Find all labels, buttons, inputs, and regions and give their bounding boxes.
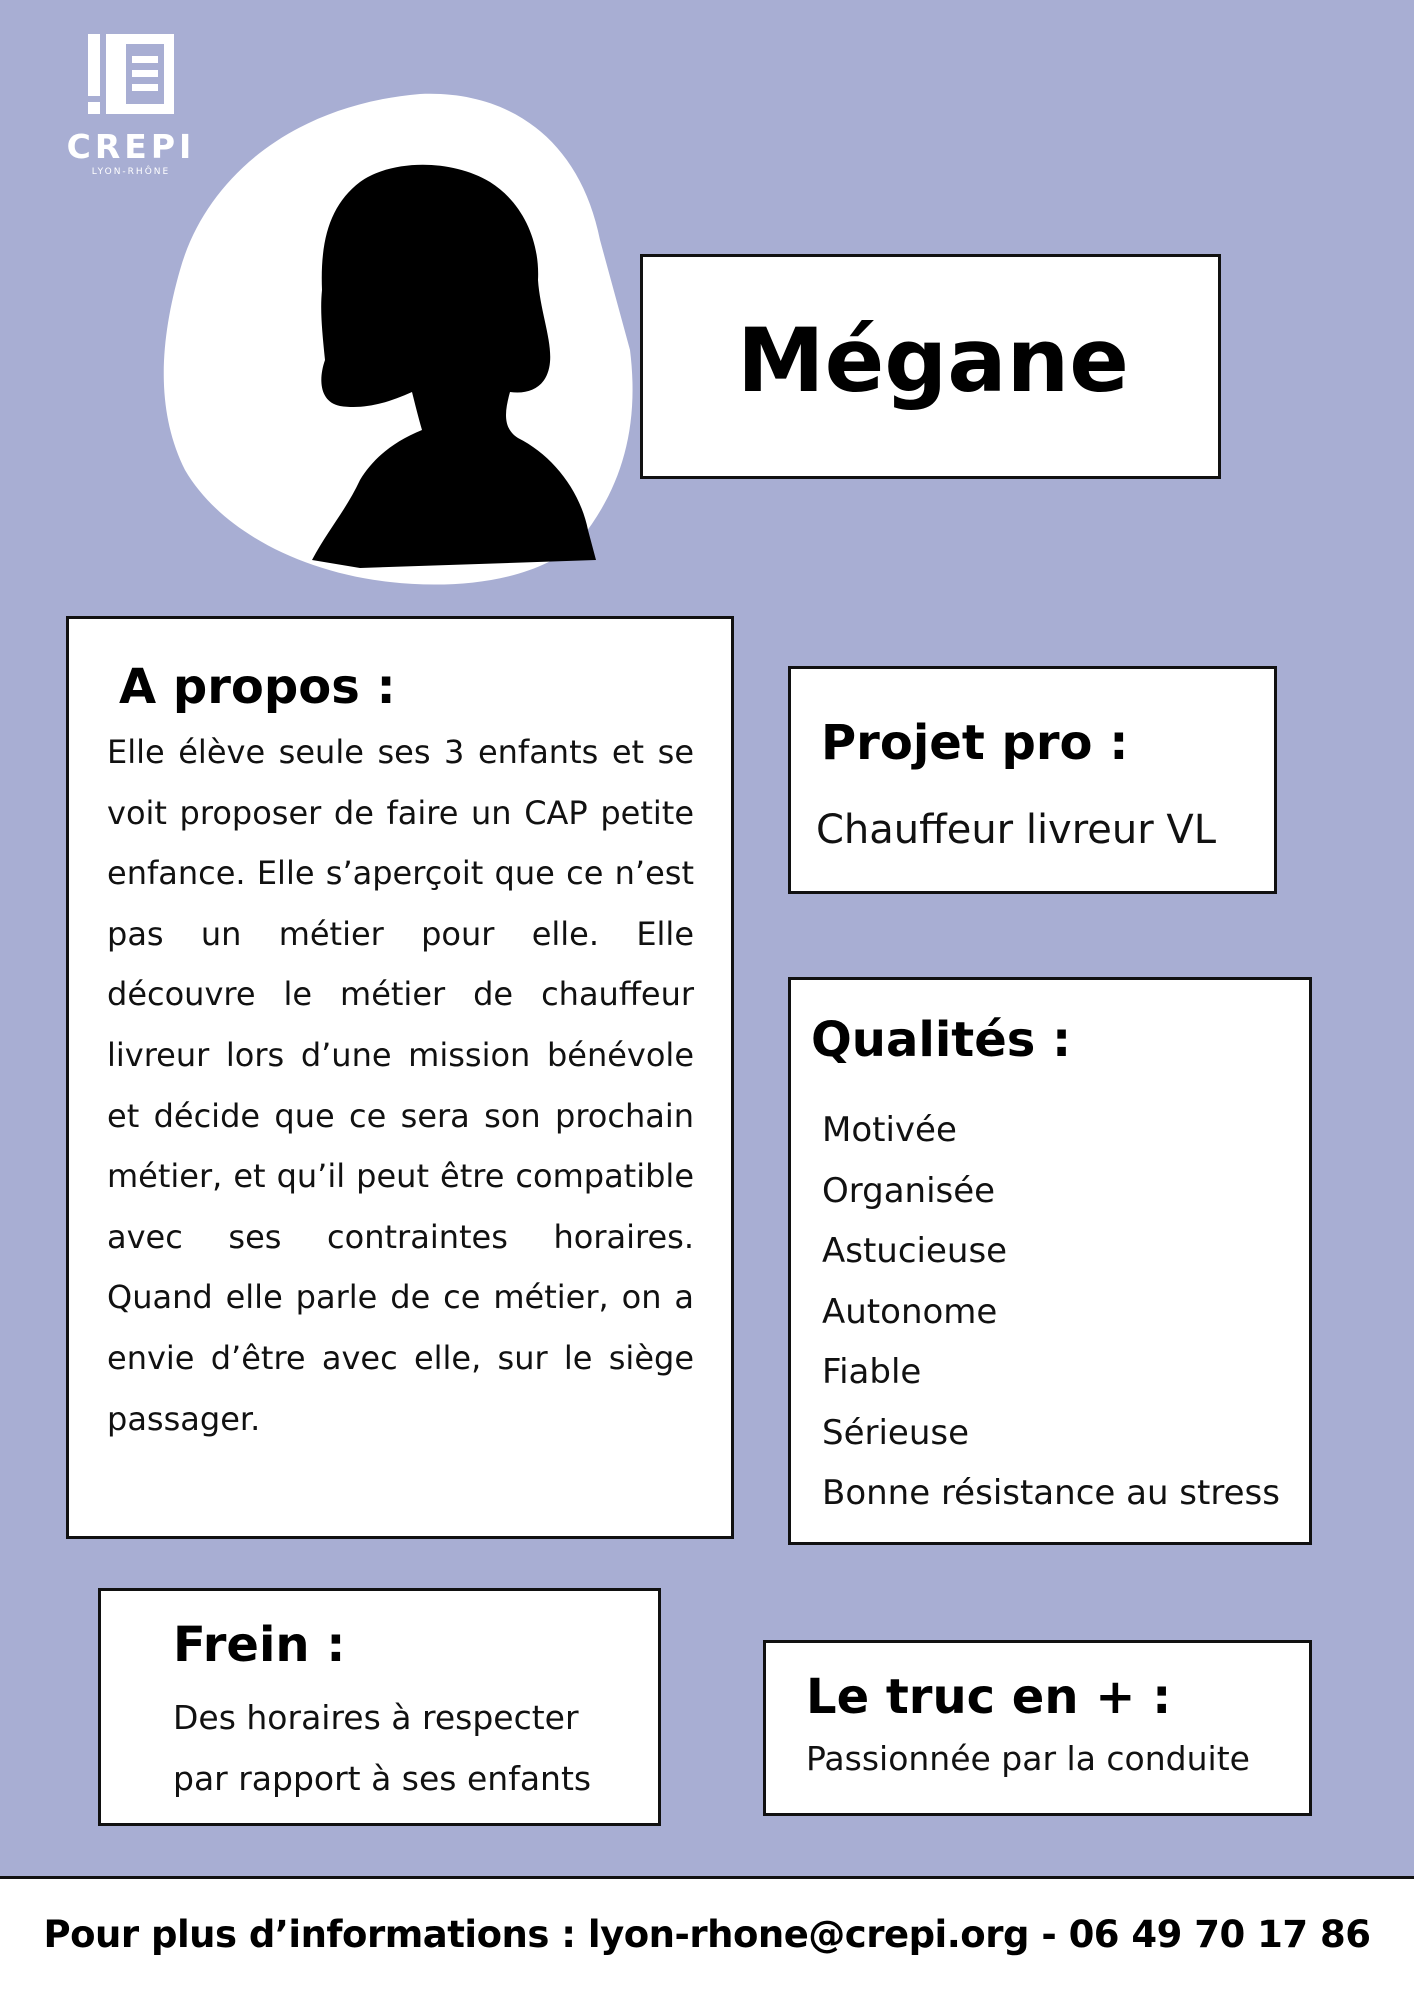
plus-card: [763, 1640, 1312, 1816]
about-card: [66, 616, 734, 1539]
frein-text: [173, 1687, 591, 1809]
footer-contact: Pour plus d’informations : lyon-rhone@crepi.org - 06 49 70 17 86: [43, 1913, 1371, 1956]
quality-item: Astucieuse: [822, 1231, 1008, 1271]
frein-title: Frein :: [173, 1617, 346, 1673]
quality-item: Bonne résistance au stress: [822, 1473, 1280, 1513]
name-box: [640, 254, 1221, 479]
plus-text: Passionnée par la conduite: [806, 1739, 1250, 1778]
plus-title: Le truc en + :: [806, 1669, 1172, 1725]
frein-line-2: par rapport à ses enfants: [173, 1759, 592, 1798]
project-title: Projet pro :: [821, 715, 1129, 771]
about-text: Elle élève seule ses 3 enfants et se voit proposer de faire un CAP petite enfance. Elle s’aperçoit que ce n’est pas un métier pour elle. Elle découvre le métier de chauffeur livreur lors d’une mission bénévole et décide que ce sera son prochain métier, et qu’il peut être compatible avec ses contraintes horaires. Quand elle parle de ce métier, on a envie d’être avec elle, sur le siège passager.: [107, 733, 694, 1438]
footer: [0, 1876, 1414, 2000]
logo-name: CREPI: [66, 127, 196, 166]
quality-item: Autonome: [822, 1291, 998, 1332]
project-text: Chauffeur livreur VL: [816, 807, 1217, 853]
frein-card: [98, 1588, 661, 1826]
quality-item: Sérieuse: [822, 1412, 970, 1453]
person-name: Mégane: [737, 309, 1129, 412]
quality-item: Fiable: [822, 1352, 922, 1392]
logo-subtitle: LYON-RHÔNE: [91, 167, 171, 177]
portrait-silhouette: [160, 90, 700, 600]
qualities-card: [788, 977, 1312, 1545]
project-card: [788, 666, 1277, 894]
qualities-title: Qualités :: [811, 1012, 1072, 1068]
quality-item: Organisée: [822, 1170, 996, 1211]
qualities-list: [822, 1100, 1280, 1524]
quality-item: Motivée: [822, 1110, 957, 1150]
about-title: A propos :: [119, 659, 396, 715]
frein-line-1: Des horaires à respecter: [173, 1698, 579, 1737]
